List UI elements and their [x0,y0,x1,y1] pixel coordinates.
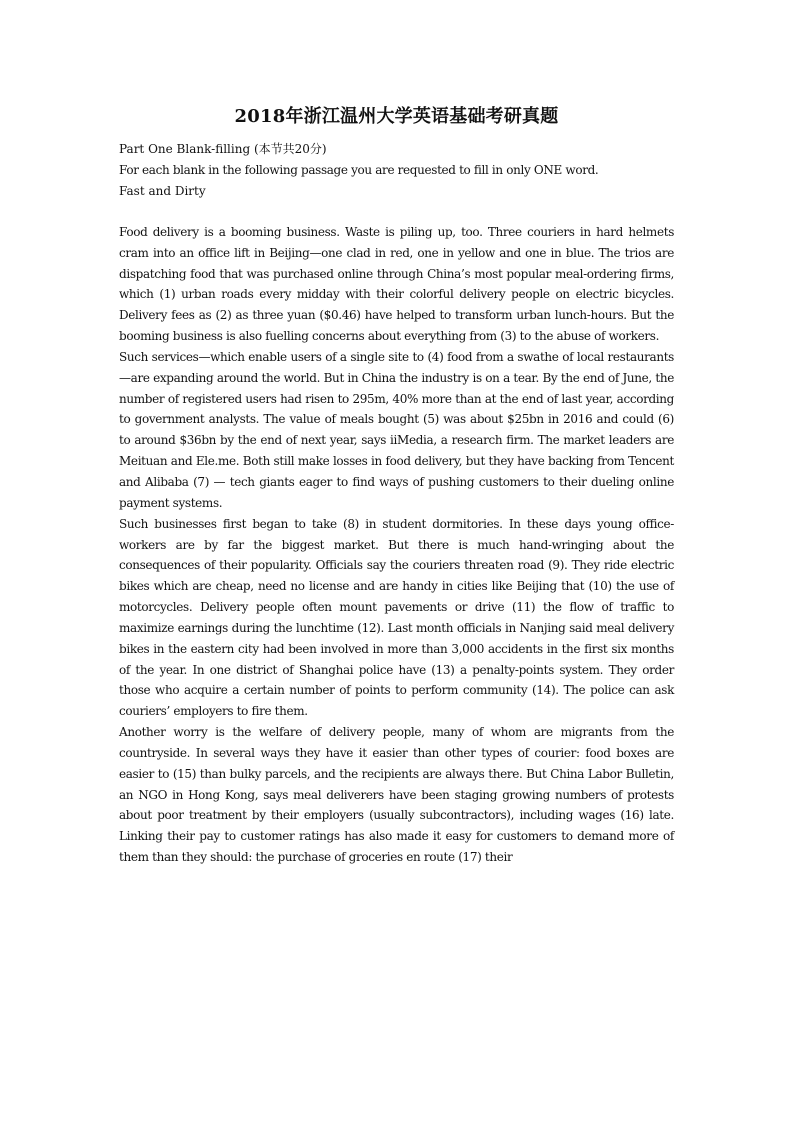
paragraph-1: Food delivery is a booming business. Waste is piling up, too. Three couriers in hard helmets cram into an office lift in Beijing—one clad in red, one in yellow and one in blue. The trios are dispatching food that was purchased online through China’s most popular meal-ordering firms, which (1) urban roads every midday with their colorful delivery people on electric bicycles. Delivery fees as (2) as three yuan ($0.46) have helped to transform urban lunch-hours. But the booming business is also fuelling concerns about everything from (3) to the abuse of workers. [119,224,674,344]
paragraph-3: Such businesses first began to take (8) in student dormitories. In these days young office-workers are by far the biggest market. But there is much hand-wringing about the consequences of their popularity. Officials say the couriers threaten road (9). They ride electric bikes which are cheap, need no license and are handy in cities like Beijing that (10) the use of motorcycles. Delivery people often mount pavements or drive (11) the flow of traffic to maximize earnings during the lunchtime (12). Last month officials in Nanjing said meal delivery bikes in the eastern city had been involved in more than 3,000 accidents in the first six months of the year. In one district of Shanghai police have (13) a penalty-points system. They order those who acquire a certain number of points to perform community (14). The police can ask couriers’ employers to fire them. [119,516,674,719]
passage-title: Fast and Dirty [119,183,206,198]
paragraph-2: Such services—which enable users of a single site to (4) food from a swathe of local restaurants—are expanding around the world. But in China the industry is on a tear. By the end of June, the number of registered users had risen to 295m, 40% more than at the end of last year, according to government analysts. The value of meals bought (5) was about $25bn in 2016 and could (6) to around $36bn by the end of next year, says iiMedia, a research firm. The market leaders are Meituan and Ele.me. Both still make losses in food delivery, but they have backing from Tencent and Alibaba (7) — tech giants eager to find ways of pushing customers to their dueling online payment systems. [119,349,674,510]
document-title: 2018年浙江温州大学英语基础考研真题 [234,106,559,127]
spacer [119,202,674,222]
paragraph-4: Another worry is the welfare of delivery people, many of whom are migrants from the countryside. In several ways they have it easier than other types of courier: food boxes are easier to (15) than bulky parcels, and the recipients are always there. But China Labor Bulletin, an NGO in Hong Kong, says meal deliverers have been staging growing numbers of protests about poor treatment by their employers (usually subcontractors), including wages (16) late. Linking their pay to customer ratings has also made it easy for customers to demand more of them than they should: the purchase of groceries en route (17) their [119,725,674,865]
part-heading: Part One Blank-filling (本节共20分) [119,142,327,156]
instruction-text: For each blank in the following passage you are requested to fill in only ONE word. [119,163,599,177]
document-page [119,103,674,868]
